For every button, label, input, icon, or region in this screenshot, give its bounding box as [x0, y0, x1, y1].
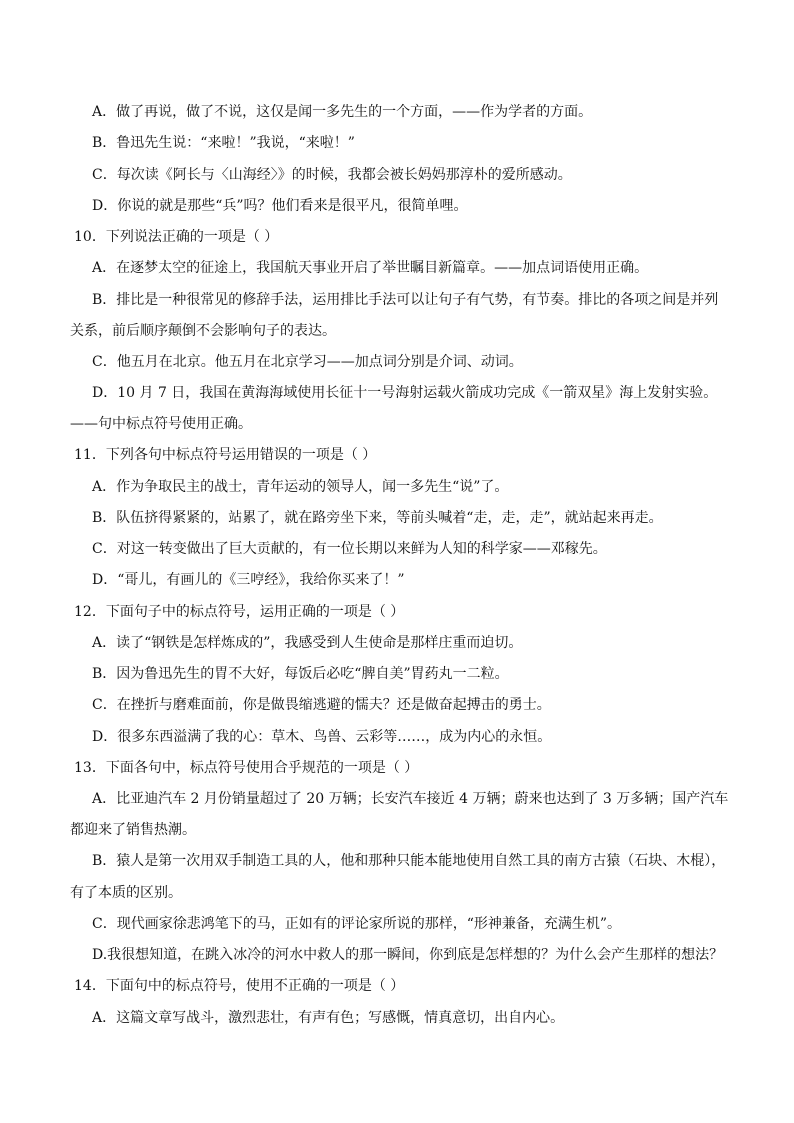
q12-option-d: D．很多东西溢满了我的心：草木、鸟兽、云彩等……，成为内心的永恒。 [92, 729, 552, 745]
q10-option-b-cont: 关系，前后顺序颠倒不会影响句子的表达。 [70, 323, 336, 339]
q13-option-b: B．猿人是第一次用双手制造工具的人，他和那种只能本能地使用自然工具的南方古猿（石块、木棍）， [92, 853, 726, 869]
prev-option-a: A．做了再说，做了不说，这仅是闻一多先生的一个方面，——作为学者的方面。 [92, 104, 593, 120]
q13-option-d: D.我很想知道，在跳入冰冷的河水中救人的那一瞬间，你到底是怎样想的？为什么会产生那样的想法？ [92, 947, 724, 963]
q13-option-a: A．比亚迪汽车 2 月份销量超过了 20 万辆；长安汽车接近 4 万辆；蔚来也达到了 3 万多辆；国产汽车 [92, 791, 729, 807]
q13-option-b-cont: 有了本质的区别。 [70, 885, 182, 901]
prev-option-b: B．鲁迅先生说：“来啦！”我说，“来啦！” [92, 135, 355, 151]
q11-option-a: A．作为争取民主的战士，青年运动的领导人，闻一多先生“说”了。 [92, 479, 509, 495]
q10-option-b: B．排比是一种很常见的修辞手法，运用排比手法可以让句子有气势，有节奏。排比的各项之间是并列 [92, 292, 719, 308]
q12-option-b: B．因为鲁迅先生的胃不大好，每饭后必吃“脾自美”胃药丸一二粒。 [92, 666, 509, 682]
q14-option-a: A．这篇文章写战斗，激烈悲壮，有声有色；写感慨，情真意切，出自内心。 [92, 1010, 565, 1026]
q13-option-a-cont: 都迎来了销售热潮。 [70, 822, 196, 838]
prev-option-c: C．每次读《阿长与〈山海经〉》的时候，我都会被长妈妈那淳朴的爱所感动。 [92, 167, 572, 183]
question-10-stem: 10．下列说法正确的一项是（ ） [74, 229, 279, 245]
q10-option-c: C．他五月在北京。他五月在北京学习——加点词分别是介词、动词。 [92, 354, 523, 370]
question-14-stem: 14．下面句中的标点符号，使用不正确的一项是（ ） [74, 978, 405, 994]
q12-option-a: A．读了“钢铁是怎样炼成的”，我感受到人生使命是那样庄重而迫切。 [92, 635, 523, 651]
q10-option-a: A．在逐梦太空的征途上，我国航天事业开启了举世瞩目新篇章。——加点词语使用正确。 [92, 260, 649, 276]
q12-option-c: C．在挫折与磨难面前，你是做畏缩逃避的懦夫？还是做奋起搏击的勇士。 [92, 697, 551, 713]
q13-option-c: C．现代画家徐悲鸿笔下的马，正如有的评论家所说的那样，“形神兼备，充满生机”。 [92, 916, 622, 932]
question-13-stem: 13．下面各句中，标点符号使用合乎规范的一项是（ ） [74, 760, 419, 776]
prev-option-d: D．你说的就是那些“兵”吗？他们看来是很平凡，很简单哩。 [92, 198, 468, 214]
q11-option-d: D．“哥儿，有画儿的《三哼经》，我给你买来了！” [92, 572, 405, 588]
q10-option-d: D．10 月 7 日，我国在黄海海域使用长征十一号海射运载火箭成功完成《一箭双星》海上发射实验。 [92, 385, 718, 401]
q11-option-c: C．对这一转变做出了巨大贡献的，有一位长期以来鲜为人知的科学家——邓稼先。 [92, 541, 607, 557]
question-12-stem: 12．下面句子中的标点符号，运用正确的一项是（ ） [74, 604, 405, 620]
q10-option-d-cont: ——句中标点符号使用正确。 [70, 416, 252, 432]
question-11-stem: 11．下列各句中标点符号运用错误的一项是（ ） [74, 447, 377, 463]
q11-option-b: B．队伍挤得紧紧的，站累了，就在路旁坐下来，等前头喊着“走，走，走”，就站起来再走。 [92, 510, 663, 526]
